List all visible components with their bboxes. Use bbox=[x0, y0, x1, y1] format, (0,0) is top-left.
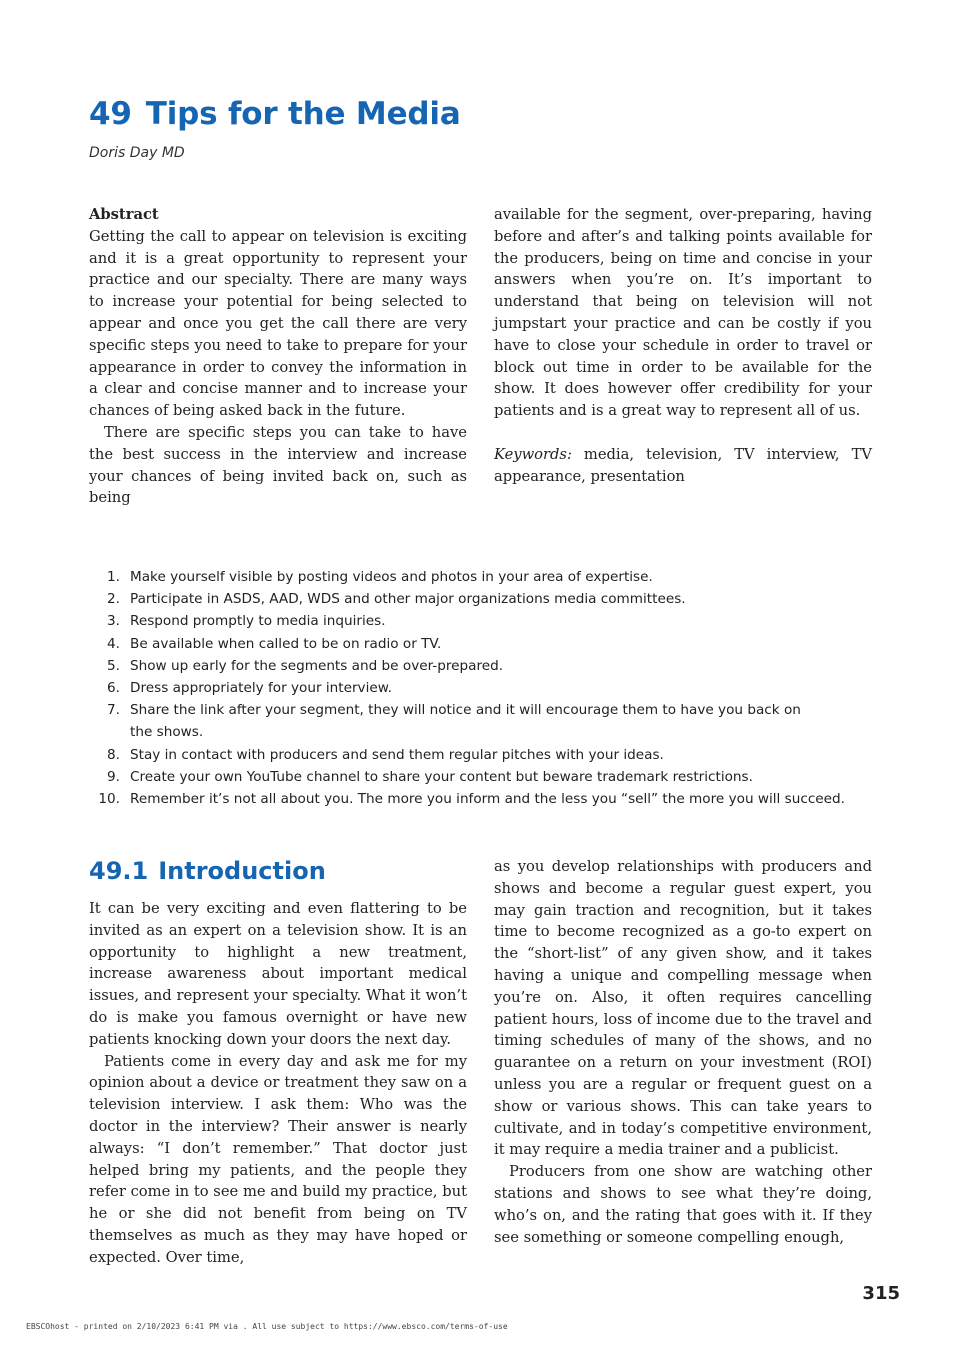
tip-item bbox=[89, 633, 859, 655]
tip-number: 7. bbox=[107, 702, 120, 719]
introduction-right-column bbox=[494, 856, 872, 1248]
tip-text: Create your own YouTube channel to share your content but beware trademark restrictions. bbox=[130, 768, 753, 785]
tip-item bbox=[89, 588, 859, 610]
tip-item bbox=[89, 744, 859, 766]
tip-number: 10. bbox=[98, 791, 120, 808]
tip-number: 4. bbox=[107, 635, 120, 652]
tip-item bbox=[89, 677, 859, 699]
section-number: 49.1 bbox=[89, 857, 149, 885]
keywords-list: media, television, TV interview, TV appearance, presentation bbox=[494, 445, 872, 485]
abstract-right-column bbox=[494, 204, 872, 488]
tip-number: 5. bbox=[107, 657, 120, 674]
keywords bbox=[494, 444, 872, 488]
tip-item bbox=[89, 766, 859, 788]
tip-item bbox=[89, 655, 859, 677]
keywords-label: Keywords: bbox=[494, 445, 572, 463]
tip-text: Remember it’s not all about you. The more you inform and the less you “sell” the more you will succeed. bbox=[130, 791, 845, 808]
tip-number: 9. bbox=[107, 768, 120, 785]
intro-paragraph-3: Producers from one show are watching other stations and shows to see what they’re doing, who’s on, and the rating that goes with it. If they see something or someone compelling enough, bbox=[494, 1163, 872, 1246]
intro-paragraph-2-continued: as you develop relationships with producers and shows and become a regular guest expert, you may gain traction and recognition, but it takes time to become recognized as a go-to expert on the “short-list” of any given show, and it takes having a unique and compelling message when you’re on. Also, it often requires cancelling patient hours, loss of income due to the travel and timing schedules of many of the shows, and no guarantee on a return on your investment (ROI) unless you are a regular or frequent guest on a show or various shows. This can take years to cultivate, and in today’s competitive environment, it may require a media trainer and a publicist. bbox=[494, 858, 872, 1159]
tip-number: 2. bbox=[107, 591, 120, 608]
tip-text: Show up early for the segments and be over-prepared. bbox=[130, 657, 504, 674]
section-heading bbox=[89, 856, 467, 886]
tip-text: Participate in ASDS, AAD, WDS and other major organizations media committees. bbox=[130, 591, 686, 608]
intro-paragraph-1: It can be very exciting and even flattering to be invited as an expert on a television show. It is an opportunity to highlight a new treatment, increase awareness about important medical issues, and represent your specialty. What it won’t do is make you famous overnight or have new patients knocking down your doors the next day. bbox=[89, 900, 467, 1048]
tips-list bbox=[89, 566, 859, 810]
chapter-number: 49 bbox=[89, 96, 132, 132]
tip-item bbox=[89, 788, 859, 810]
tip-item bbox=[89, 610, 859, 632]
abstract-heading: Abstract bbox=[89, 206, 159, 223]
tip-number: 3. bbox=[107, 613, 120, 630]
tip-item bbox=[89, 566, 859, 588]
tip-item bbox=[89, 699, 859, 743]
chapter-author: Doris Day MD bbox=[89, 145, 185, 161]
tip-text: Respond promptly to media inquiries. bbox=[130, 613, 386, 630]
tip-text: Be available when called to be on radio or TV. bbox=[130, 635, 442, 652]
tip-number: 6. bbox=[107, 680, 120, 697]
abstract-paragraph-1: Getting the call to appear on television is exciting and it is a great opportunity to represent your practice and our specialty. There are many ways to increase your potential for being selected to appear and once you get the call there are very specific steps you need to take to prepare for your appearance in order to convey the information in a clear and concise manner and to increase your chances of being asked back in the future. bbox=[89, 227, 467, 420]
abstract-paragraph-2-continued: available for the segment, over-preparing, having before and after’s and talking points available for the producers, being on time and concise in your answers when you’re on. It’s important to understand that being on television will not jumpstart your practice and can be costly if you have to close your schedule in order to travel or block out time in order to be available for the show. It does however offer credibility for your patients and is a great way to represent all of us. bbox=[494, 206, 872, 420]
tip-number: 1. bbox=[107, 569, 120, 585]
footer-notice: EBSCOhost - printed on 2/10/2023 6:41 PM via . All use subject to https://www.ebsco.com/terms-of-use bbox=[26, 1322, 508, 1331]
tip-text: Share the link after your segment, they will notice and it will encourage them to have you back on the shows. bbox=[130, 702, 801, 741]
section-title-text: Introduction bbox=[158, 857, 326, 885]
introduction-left-column bbox=[89, 856, 467, 1269]
abstract-paragraph-2: There are specific steps you can take to have the best success in the interview and increase your chances of being invited back on, such as being bbox=[89, 423, 467, 507]
chapter-title bbox=[89, 96, 461, 132]
tip-text: Dress appropriately for your interview. bbox=[130, 680, 392, 697]
tip-text: Stay in contact with producers and send them regular pitches with your ideas. bbox=[130, 746, 664, 763]
intro-paragraph-2: Patients come in every day and ask me for my opinion about a device or treatment they saw on a television interview. I ask them: Who was the doctor in the interview? Their answer is nearly always: “I don’t remember.” That doctor just helped bring my patients, and the people they refer come in to see me and build my practice, but he or she did not benefit from being on TV themselves as much as they may have hoped or expected. Over time, bbox=[89, 1052, 467, 1266]
tip-text: Make yourself visible by posting videos and photos in your area of expertise. bbox=[130, 569, 653, 585]
abstract-left-column bbox=[89, 204, 467, 509]
tip-number: 8. bbox=[107, 746, 120, 763]
chapter-title-text: Tips for the Media bbox=[145, 96, 461, 132]
page-number: 315 bbox=[862, 1283, 900, 1304]
